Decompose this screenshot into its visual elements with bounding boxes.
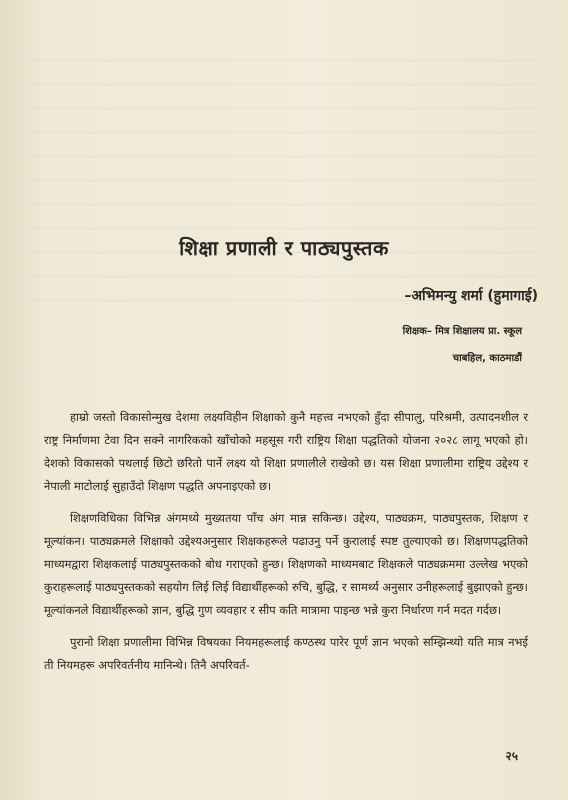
page-number: २५	[505, 749, 518, 763]
bleed-through-text	[30, 60, 538, 320]
affiliation-school: शिक्षक– मित्र शिक्षालय प्रा. स्कूल	[402, 326, 522, 337]
affiliation-place: चाबहिल, काठमाडौं	[452, 353, 522, 364]
article-body	[44, 406, 528, 686]
paragraph: हाम्रो जस्तो विकासोन्मुख देशमा लक्ष्यविहीन शिक्षाको कुनै महत्त्व नभएको हुँदा सीपालु, परिश्रमी, उत्पादनशील र राष्ट्र निर्माणमा टेवा दिन सक्ने नागरिकको खाँचोको महसूस गरी राष्ट्रिय शिक्षा पद्धतिको योजना २०२८ लागू भएको हो। देशको विकासको पथलाई छिटो छरितो पार्ने लक्ष्य यो शिक्षा प्रणालीले राखेको छ। यस शिक्षा प्रणालीमा राष्ट्रिय उद्देश्य र नेपाली माटोलाई सुहाउँदो शिक्षण पद्धति अपनाइएको छ।	[44, 410, 528, 493]
paragraph: शिक्षणविधिका विभिन्न अंगमध्ये मुख्यतया पाँच अंग मान्न सकिन्छ। उद्देश्य, पाठ्यक्रम, पाठ्यपुस्तक, शिक्षण र मूल्यांकन। पाठ्यक्रमले शिक्षाको उद्देश्यअनुसार शिक्षकहरूले पढाउनु पर्ने कुरालाई स्पष्ट तुल्याएको छ। शिक्षणपद्धतिको माध्यमद्वारा शिक्षकलाई पाठ्यपुस्तकको बोध गराएको हुन्छ। शिक्षणको माध्यमबाट शिक्षकले पाठ्यक्रममा उल्लेख भएको कुराहरूलाई पाठ्यपुस्तकको सहयोग लिई लिई विद्यार्थीहरूको रुचि, बुद्धि, र सामर्थ्य अनुसार उनीहरूलाई बुझाएको हुन्छ। मूल्यांकनले विद्यार्थीहरूको ज्ञान, बुद्धि गुण व्यवहार र सीप कति मात्रामा पाइन्छ भन्ने कुरा निर्धारण गर्न मदत गर्दछ।	[44, 511, 528, 617]
article-title: शिक्षा प्रणाली र पाठ्यपुस्तक	[179, 236, 389, 260]
paragraph: पुरानो शिक्षा प्रणालीमा विभिन्न विषयका नियमहरूलाई कण्ठस्थ पारेर पूर्ण ज्ञान भएको सम्झिन्थ्यो यति मात्र नभई ती नियमहरू अपरिवर्तनीय मानिन्थे। तिनै अपरिवर्त-	[44, 635, 528, 672]
author-byline: –अभिमन्यु शर्मा (हुमागाई)	[404, 288, 538, 304]
author-affiliation	[403, 318, 522, 372]
